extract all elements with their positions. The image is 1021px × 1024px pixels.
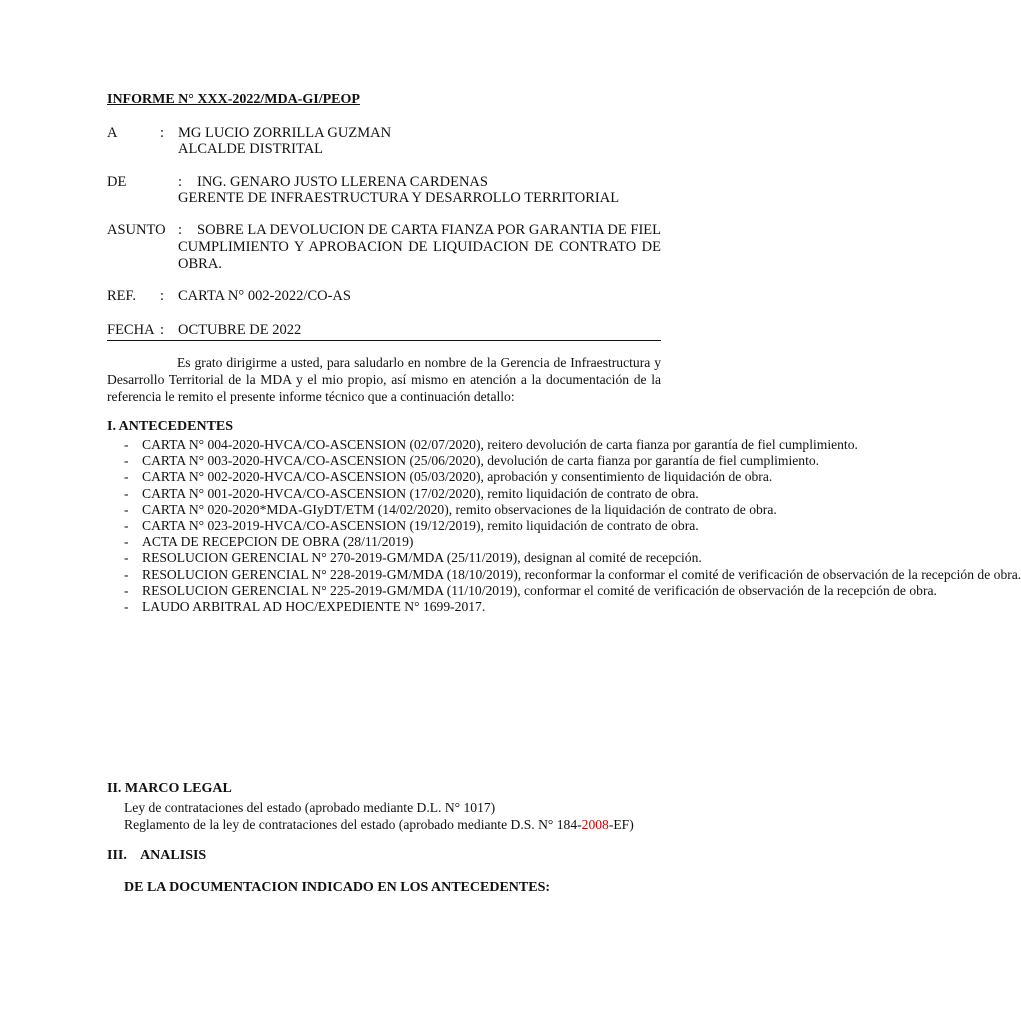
ref-label: REF. <box>107 288 137 304</box>
a-colon: : <box>160 125 165 141</box>
list-item: - CARTA N° 020-2020*MDA-GIyDT/ETM (14/02/2020), remito observaciones de la liquidación de contrato de obra. <box>124 501 777 517</box>
de-colon: : <box>178 174 183 190</box>
list-item: - RESOLUCION GERENCIAL N° 228-2019-GM/MDA (18/10/2019), reconformar la conformar el comité de verificación de observación de la recepción de obra. <box>124 566 1021 582</box>
analisis-heading: III. ANALISIS <box>107 848 207 863</box>
list-item: - RESOLUCION GERENCIAL N° 225-2019-GM/MDA (11/10/2019), conformar el comité de verificación de observación de la recepción de obra. <box>124 582 937 598</box>
legal-line-1: Ley de contrataciones del estado (aprobado mediante D.L. N° 1017) <box>124 800 496 815</box>
list-item: - CARTA N° 004-2020-HVCA/CO-ASCENSION (02/07/2020), reitero devolución de carta fianza por garantía de fiel cumplimiento. <box>124 437 858 452</box>
asunto-colon: : <box>178 222 183 238</box>
sender-title: GERENTE DE INFRAESTRUCTURA Y DESARROLLO TERRITORIAL <box>178 190 620 206</box>
subject-text: SOBRE LA DEVOLUCION DE CARTA FIANZA POR GARANTIA DE FIEL CUMPLIMIENTO Y APROBACION DE LIQUIDACION DE CONTRATO DE OBRA. <box>178 222 661 272</box>
intro-paragraph: Es grato dirigirme a usted, para saludarlo en nombre de la Gerencia de Infraestructura y Desarrollo Territorial de la MDA y el mio propio, así mismo en atención a la documentación de la referencia le remito el presente informe técnico que a continuación detallo: <box>107 355 661 404</box>
sender-name: ING. GENARO JUSTO LLERENA CARDENAS <box>197 174 488 190</box>
fecha-colon: : <box>160 322 165 338</box>
list-item: - LAUDO ARBITRAL AD HOC/EXPEDIENTE N° 1699-2017. <box>124 599 486 615</box>
reference-text: CARTA N° 002-2022/CO-AS <box>178 288 351 304</box>
report-title: INFORME N° XXX-2022/MDA-GI/PEOP <box>107 92 360 107</box>
marco-legal-heading: II. MARCO LEGAL <box>107 781 232 796</box>
legal-line-2: Reglamento de la ley de contrataciones del estado (aprobado mediante D.S. N° 184-2008-EF) <box>124 817 634 832</box>
de-label: DE <box>107 174 127 190</box>
antecedentes-heading: I. ANTECEDENTES <box>107 419 234 434</box>
list-item: - CARTA N° 003-2020-HVCA/CO-ASCENSION (25/06/2020), devolución de carta fianza por garantía de fiel cumplimiento. <box>124 453 820 469</box>
list-item: - ACTA DE RECEPCION DE OBRA (28/11/2019) <box>124 534 414 550</box>
list-item: - CARTA N° 001-2020-HVCA/CO-ASCENSION (17/02/2020), remito liquidación de contrato de obra. <box>124 485 699 501</box>
list-item: - CARTA N° 002-2020-HVCA/CO-ASCENSION (05/03/2020), aprobación y consentimiento de liquidación de obra. <box>124 469 773 485</box>
recipient-name: MG LUCIO ZORRILLA GUZMAN <box>178 125 392 141</box>
antecedentes-list <box>107 437 1021 615</box>
header-divider <box>107 340 661 341</box>
asunto-label: ASUNTO <box>107 222 166 238</box>
list-item: - RESOLUCION GERENCIAL N° 270-2019-GM/MDA (25/11/2019), designan al comité de recepción. <box>124 550 702 566</box>
date-text: OCTUBRE DE 2022 <box>178 322 302 338</box>
documentacion-heading: DE LA DOCUMENTACION INDICADO EN LOS ANTECEDENTES: <box>124 880 551 895</box>
highlighted-year: 2008 <box>581 817 609 832</box>
a-label: A <box>107 125 118 141</box>
ref-colon: : <box>160 288 165 304</box>
fecha-label: FECHA <box>107 322 155 338</box>
list-item: - CARTA N° 023-2019-HVCA/CO-ASCENSION (19/12/2019), remito liquidación de contrato de obra. <box>124 518 699 534</box>
recipient-title: ALCALDE DISTRITAL <box>178 141 324 157</box>
